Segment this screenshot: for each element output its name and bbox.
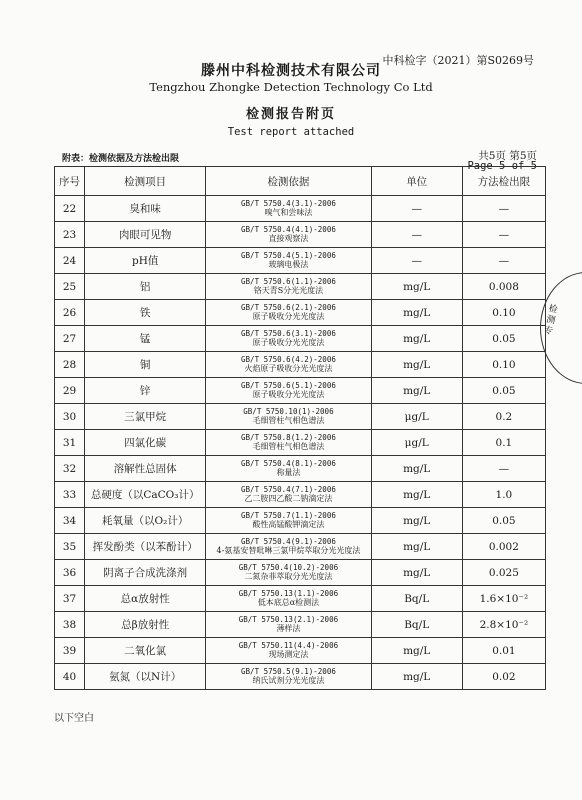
row-basis [206,352,371,378]
standard-code: GB/T 5750.6(4.2)-2006 [241,355,336,364]
row-unit: Bq/L [371,612,462,638]
table-row [55,612,546,638]
row-unit: — [371,222,462,248]
row-item: 溶解性总固体 [85,456,206,482]
row-basis [206,300,371,326]
row-basis [206,534,371,560]
method-name: 铬天青S分光光度法 [253,286,324,295]
page-count-en: Page 5 of 5 [467,160,537,172]
standard-code: GB/T 5750.7(1.1)-2006 [241,511,336,520]
row-basis [206,196,371,222]
row-no: 37 [55,586,85,612]
method-name: 原子吸收分光光度法 [252,312,325,321]
row-basis [206,638,371,664]
table-row [55,482,546,508]
row-unit: Bq/L [371,586,462,612]
seal-text: 检测专 [542,303,559,338]
table-row [55,560,546,586]
method-name: 玻璃电极法 [268,260,309,269]
company-name-en: Tengzhou Zhongke Detection Technology Co Ltd [149,80,433,94]
standard-code: GB/T 5750.4(10.2)-2006 [238,563,339,572]
row-no: 24 [55,248,85,274]
standard-code: GB/T 5750.13(2.1)-2006 [238,615,339,624]
table-row [55,430,546,456]
row-unit: mg/L [371,482,462,508]
method-name: 薄样法 [276,624,301,633]
row-unit: mg/L [371,560,462,586]
row-limit: 0.002 [462,534,545,560]
row-item: 肉眼可见物 [85,222,206,248]
row-basis [206,430,371,456]
standard-code: GB/T 5750.4(5.1)-2006 [241,251,336,260]
row-basis [206,378,371,404]
table-row [55,534,546,560]
table-note: 附表：检测依据及方法检出限 [62,154,180,164]
row-no: 34 [55,508,85,534]
row-unit: μg/L [371,404,462,430]
row-limit: 0.10 [462,352,545,378]
row-limit: 2.8×10⁻² [462,612,545,638]
row-item: 总α放射性 [85,586,206,612]
row-no: 29 [55,378,85,404]
row-item: 四氯化碳 [85,430,206,456]
row-limit: 0.008 [462,274,545,300]
table-row [55,586,546,612]
standard-code: GB/T 5750.4(4.1)-2006 [241,225,336,234]
row-no: 27 [55,326,85,352]
method-name: 4-氨基安替吡啉三氯甲烷萃取分光光度法 [216,546,361,555]
row-no: 31 [55,430,85,456]
row-basis [206,404,371,430]
table-row [55,352,546,378]
row-item: 铝 [85,274,206,300]
standard-code: GB/T 5750.4(7.1)-2006 [241,485,336,494]
row-unit: μg/L [371,430,462,456]
table-row [55,248,546,274]
row-limit: 1.0 [462,482,545,508]
row-no: 39 [55,638,85,664]
detection-basis-table [54,166,546,690]
page-count-cn: 共5页 第5页 [478,150,537,162]
row-no: 36 [55,560,85,586]
row-no: 25 [55,274,85,300]
row-no: 22 [55,196,85,222]
row-limit: 0.05 [462,326,545,352]
blank-below-note: 以下空白 [54,713,94,724]
row-no: 33 [55,482,85,508]
row-no: 26 [55,300,85,326]
row-no: 38 [55,612,85,638]
row-item: 二氧化氯 [85,638,206,664]
standard-code: GB/T 5750.10(1)-2006 [243,407,334,416]
row-limit: 0.10 [462,300,545,326]
row-unit: mg/L [371,534,462,560]
table-row [55,404,546,430]
row-unit: mg/L [371,508,462,534]
header-item: 检测项目 [85,167,206,196]
row-unit: mg/L [371,378,462,404]
header-basis: 检测依据 [206,167,371,196]
row-limit: 0.1 [462,430,545,456]
row-limit: — [462,196,545,222]
method-name: 原子吸收分光光度法 [252,390,325,399]
row-unit: mg/L [371,326,462,352]
row-basis [206,326,371,352]
table-row [55,456,546,482]
table-row [55,664,546,690]
row-item: 臭和味 [85,196,206,222]
row-basis [206,508,371,534]
row-item: 铁 [85,300,206,326]
method-name: 纳氏试剂分光光度法 [252,676,325,685]
row-no: 23 [55,222,85,248]
row-basis [206,560,371,586]
method-name: 原子吸收分光光度法 [252,338,325,347]
row-limit: — [462,248,545,274]
method-name: 乙二胺四乙酸二钠滴定法 [244,494,333,503]
table-row [55,638,546,664]
row-basis [206,664,371,690]
method-name: 酸性高锰酸钾滴定法 [252,520,325,529]
table-row [55,508,546,534]
method-name: 直接观察法 [268,234,309,243]
row-unit: — [371,248,462,274]
standard-code: GB/T 5750.6(3.1)-2006 [241,329,336,338]
row-item: 三氯甲烷 [85,404,206,430]
table-row [55,274,546,300]
method-name: 火焰原子吸收分光光度法 [244,364,333,373]
row-unit: mg/L [371,664,462,690]
row-item: 锌 [85,378,206,404]
row-unit: mg/L [371,456,462,482]
table-row [55,378,546,404]
table-row [55,326,546,352]
company-name-cn: 滕州中科检测技术有限公司 [201,63,381,79]
row-basis [206,222,371,248]
standard-code: GB/T 5750.6(2.1)-2006 [241,303,336,312]
row-limit: 0.05 [462,378,545,404]
table-row [55,222,546,248]
standard-code: GB/T 5750.13(1.1)-2006 [238,589,339,598]
standard-code: GB/T 5750.11(4.4)-2006 [238,641,339,650]
row-unit: mg/L [371,352,462,378]
row-no: 35 [55,534,85,560]
row-limit: 0.02 [462,664,545,690]
row-item: 锰 [85,326,206,352]
method-name: 称量法 [276,468,301,477]
method-name: 毛细管柱气相色谱法 [252,416,325,425]
row-limit: — [462,222,545,248]
row-basis [206,456,371,482]
row-item: 挥发酚类（以苯酚计） [85,534,206,560]
standard-code: GB/T 5750.8(1.2)-2006 [241,433,336,442]
standard-code: GB/T 5750.4(3.1)-2006 [241,199,336,208]
header-limit: 方法检出限 [462,167,545,196]
row-limit: 0.05 [462,508,545,534]
standard-code: GB/T 5750.4(9.1)-2006 [241,537,336,546]
row-basis [206,274,371,300]
row-item: 耗氧量（以O₂计） [85,508,206,534]
row-item: pH值 [85,248,206,274]
method-name: 低本底总α检测法 [257,598,320,607]
row-limit: 0.2 [462,404,545,430]
table-row [55,196,546,222]
report-number: 中科检字（2021）第S0269号 [382,54,534,67]
row-basis [206,612,371,638]
method-name: 现场测定法 [268,650,309,659]
standard-code: GB/T 5750.6(1.1)-2006 [241,277,336,286]
table-row [55,300,546,326]
row-unit: — [371,196,462,222]
method-name: 二氮杂菲萃取分光光度法 [244,572,333,581]
row-limit: 1.6×10⁻² [462,586,545,612]
row-basis [206,586,371,612]
row-basis [206,248,371,274]
row-no: 32 [55,456,85,482]
method-name: 嗅气和尝味法 [264,208,313,217]
row-no: 30 [55,404,85,430]
standard-code: GB/T 5750.4(8.1)-2006 [241,459,336,468]
row-item: 铜 [85,352,206,378]
row-basis [206,482,371,508]
row-item: 总β放射性 [85,612,206,638]
method-name: 毛细管柱气相色谱法 [252,442,325,451]
header-unit: 单位 [371,167,462,196]
row-limit: — [462,456,545,482]
row-limit: 0.025 [462,560,545,586]
row-unit: mg/L [371,638,462,664]
row-item: 氨氮（以N计） [85,664,206,690]
row-no: 28 [55,352,85,378]
row-unit: mg/L [371,300,462,326]
row-limit: 0.01 [462,638,545,664]
table-header-row [55,167,546,196]
row-item: 阴离子合成洗涤剂 [85,560,206,586]
row-item: 总硬度（以CaCO₃计） [85,482,206,508]
header-no: 序号 [55,167,85,196]
row-unit: mg/L [371,274,462,300]
standard-code: GB/T 5750.6(5.1)-2006 [241,381,336,390]
attachment-title-cn: 检测报告附页 [245,107,336,122]
standard-code: GB/T 5750.5(9.1)-2006 [241,667,336,676]
row-no: 40 [55,664,85,690]
attachment-title-en: Test report attached [227,126,355,138]
